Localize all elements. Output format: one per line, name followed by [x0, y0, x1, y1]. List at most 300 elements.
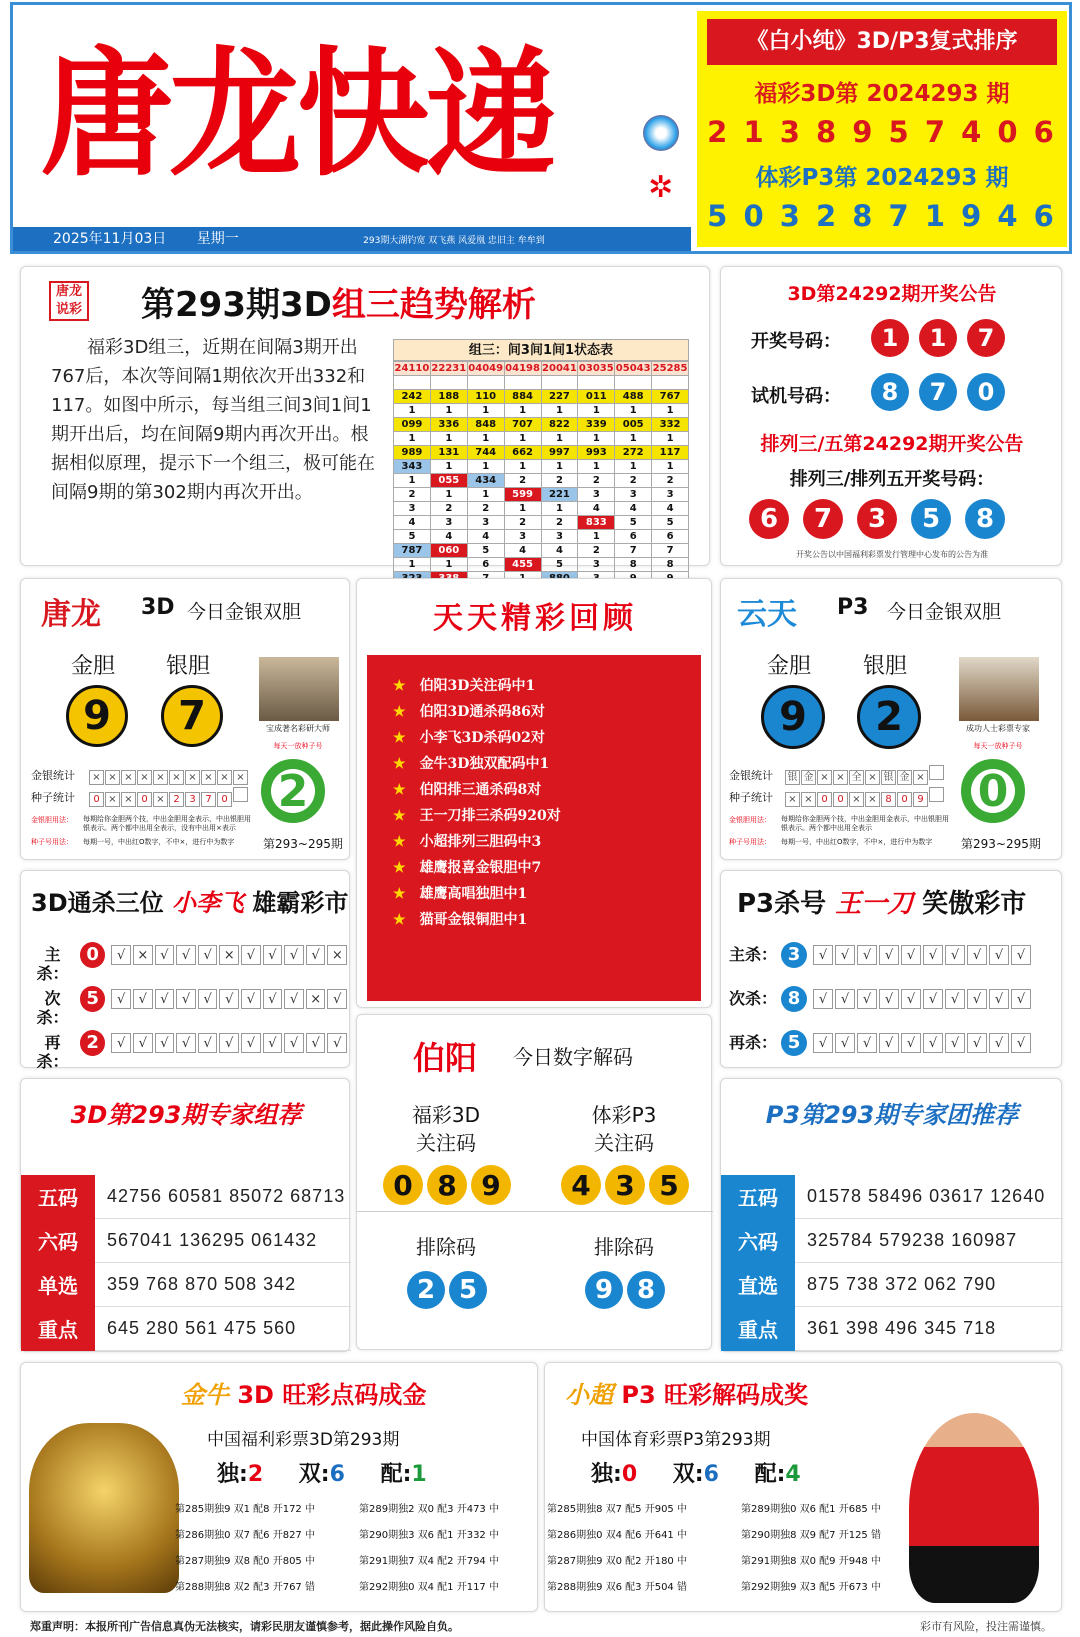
- kill3d-title: [31, 883, 348, 918]
- kill-mark: √: [835, 945, 855, 965]
- rec-value: 325784 579238 160987: [807, 1230, 1018, 1250]
- rec-row: [21, 1263, 351, 1307]
- tanglong-section: [20, 578, 350, 860]
- rec-p3-section: [720, 1078, 1062, 1352]
- yt-expert-photo: [959, 657, 1039, 721]
- killp3-title: [737, 883, 1026, 920]
- table-cell: 242: [394, 390, 431, 404]
- kill-mark: √: [945, 945, 965, 965]
- number-ball: 9: [471, 1165, 511, 1205]
- table-cell: 099: [394, 418, 431, 432]
- note1-label: 金银胆用法：: [31, 816, 73, 824]
- kill-mark: √: [857, 1033, 877, 1053]
- boyang-right-nums: [561, 1165, 689, 1205]
- kill-row: [29, 977, 349, 1027]
- rec-label: 重点: [21, 1307, 95, 1351]
- fc3d-title: 福彩3D第 2024293 期: [754, 81, 1010, 107]
- yt-note1-text: 每期给你金胆两个技，中出金胆用金表示，中出银胆用银表示。两个都中出用全表示: [781, 815, 949, 832]
- table-cell: 3: [578, 558, 615, 572]
- kill-row: [29, 1021, 349, 1071]
- rec-value: 567041 136295 061432: [107, 1230, 318, 1250]
- table-cell: 011: [578, 390, 615, 404]
- table-cell: [541, 376, 578, 390]
- kill-mark: √: [284, 989, 304, 1009]
- kill-mark: ×: [306, 989, 326, 1009]
- kill-mark: √: [989, 989, 1009, 1009]
- stat-cell: ×: [121, 770, 136, 785]
- table-cell: 997: [541, 446, 578, 460]
- yt-period: 第293~295期: [961, 837, 1041, 851]
- rec-value: 645 280 561 475 560: [107, 1318, 297, 1338]
- pei-value: 1: [411, 1462, 427, 1487]
- table-cell: 1: [430, 488, 467, 502]
- kill3d-title-b: 雄霸彩市: [252, 889, 349, 917]
- table-cell: 2: [541, 474, 578, 488]
- kill-mark: √: [967, 945, 987, 965]
- kill-mark: √: [813, 1033, 833, 1053]
- table-cell: 25285: [652, 363, 688, 374]
- yuntian-name: 云天: [737, 597, 797, 632]
- stat-cell: ×: [137, 770, 152, 785]
- table-cell: 1: [430, 432, 467, 446]
- kill-mark: √: [111, 1033, 131, 1053]
- lottery-section: [720, 266, 1062, 566]
- table-cell: 1: [615, 404, 652, 418]
- kill-mark: √: [176, 1033, 196, 1053]
- yt-note2-label: 种子号用法：: [729, 838, 771, 846]
- kill-mark: √: [176, 945, 196, 965]
- xiaochao-title-text: P3 旺彩解码成奖: [621, 1381, 809, 1409]
- review-item-text: 雄鹰高唱独胆中1: [419, 886, 528, 902]
- shuang-value: 6: [329, 1462, 345, 1487]
- promo-panel: [697, 11, 1067, 247]
- history-line: 第288期独8 双2 配3 开767 错: [175, 1582, 315, 1593]
- shuang-label: 双:: [298, 1462, 330, 1487]
- table-cell: 22231: [431, 363, 467, 374]
- table-cell: 5: [652, 516, 689, 530]
- stat-cell: 0: [137, 792, 152, 807]
- kill-mark: √: [284, 945, 304, 965]
- rec-row: [721, 1175, 1063, 1219]
- kill-mark: √: [1011, 1033, 1031, 1053]
- table-cell: 2: [394, 488, 431, 502]
- table-cell: 1: [430, 460, 467, 474]
- p-balls: [749, 499, 1005, 539]
- review-item-text: 小超排列三胆码中3: [419, 834, 542, 850]
- table-cell: 055: [430, 474, 467, 488]
- history-line: 第288期独9 双6 配3 开504 错: [547, 1582, 687, 1593]
- stat-cell: ×: [849, 792, 864, 807]
- table-cell: 188: [430, 390, 467, 404]
- star-icon: ★: [393, 886, 406, 902]
- table-cell: [394, 376, 431, 390]
- table-cell: 04198: [505, 363, 540, 374]
- table-cell: 1: [394, 404, 431, 418]
- review-section: [356, 578, 712, 1008]
- boyang-right-sub: 关注码: [594, 1131, 654, 1155]
- table-row: [394, 488, 689, 502]
- kill-label: 再杀：: [729, 1033, 778, 1052]
- review-item: [393, 777, 701, 803]
- xiaochao-section: [544, 1362, 1062, 1612]
- boyang-right-ex-label: 排除码: [594, 1235, 654, 1259]
- risk-note: 彩市有风险，投注需谨慎。: [920, 1620, 1052, 1633]
- number-ball: 8: [965, 499, 1005, 539]
- kill-number: 3: [781, 942, 807, 968]
- boyang-left-ex-label: 排除码: [416, 1235, 476, 1259]
- boyang-divider: [357, 1211, 713, 1212]
- rec-label: 单选: [21, 1263, 95, 1307]
- table-cell: 7: [615, 544, 652, 558]
- kill-mark: √: [857, 945, 877, 965]
- rec-label: 直选: [721, 1263, 795, 1307]
- kill-number: 0: [80, 942, 105, 968]
- table-row: [394, 516, 689, 530]
- yt-daily-label: 每天一放种子号: [973, 742, 1023, 750]
- stat-cell: ×: [89, 770, 104, 785]
- number-ball: 0: [383, 1165, 423, 1205]
- kill-mark: √: [923, 989, 943, 1009]
- killp3-signature: 王一刀: [835, 889, 914, 919]
- xc-du-label: 独:: [591, 1462, 622, 1487]
- silver-ball: 7: [161, 685, 223, 747]
- kill-number: 2: [80, 1030, 105, 1056]
- seal: 唐龙说彩: [49, 281, 89, 321]
- table-cell: 488: [615, 390, 652, 404]
- table-cell: 455: [504, 558, 541, 572]
- p3-title: 体彩P3第 2024293 期: [755, 165, 1009, 191]
- recp3-title: P3第293期专家团推荐: [765, 1101, 1019, 1129]
- history-line: 第289期独0 双6 配1 开685 中: [741, 1504, 881, 1515]
- table-cell: 227: [541, 390, 578, 404]
- stat-cell: [929, 765, 944, 780]
- kill-mark: ×: [327, 945, 347, 965]
- table-row: [394, 390, 689, 404]
- table-cell: 3: [615, 488, 652, 502]
- table-cell: 4: [430, 530, 467, 544]
- jinniu-history-right: [359, 1497, 499, 1601]
- trend-table: [393, 361, 689, 600]
- table-cell: 1: [541, 432, 578, 446]
- table-cell: 5: [394, 530, 431, 544]
- boyang-left-nums: [383, 1165, 511, 1205]
- stat-cell: 金: [897, 770, 912, 785]
- history-line: 第287期独9 双8 配0 开805 中: [175, 1556, 315, 1567]
- kill-mark: √: [835, 1033, 855, 1053]
- rec-label: 重点: [721, 1307, 795, 1351]
- superhero-image: [909, 1413, 1039, 1603]
- table-cell: 1: [615, 460, 652, 474]
- jinniu-sub: 中国福利彩票3D第293期: [207, 1430, 400, 1450]
- xiaochao-signature: 小超: [565, 1381, 613, 1409]
- xc-pei-value: 4: [785, 1462, 801, 1487]
- review-item-text: 金牛3D独双配码中1: [419, 756, 550, 772]
- note2-label: 种子号用法：: [31, 838, 73, 846]
- kill-mark: √: [813, 945, 833, 965]
- stat-cell: ×: [785, 792, 800, 807]
- yuntian-kind: P3: [837, 595, 869, 620]
- table-cell: 4: [615, 502, 652, 516]
- stat-cell: 0: [833, 792, 848, 807]
- kill-mark: √: [901, 945, 921, 965]
- lottery-note: 开奖公告以中国福利彩票发行管理中心发布的公告为准: [796, 550, 988, 559]
- table-cell: 8: [615, 558, 652, 572]
- review-item: [393, 829, 701, 855]
- table-cell: [615, 376, 652, 390]
- kill-mark: ×: [133, 945, 153, 965]
- kill-mark: √: [219, 1033, 239, 1053]
- review-item: [393, 803, 701, 829]
- killp3-title-a: P3杀号: [737, 889, 827, 919]
- kill-number: 5: [80, 986, 105, 1012]
- table-cell: 339: [578, 418, 615, 432]
- table-row: [394, 558, 689, 572]
- kill-number: 8: [781, 986, 807, 1012]
- star-icon: ★: [393, 730, 406, 746]
- review-list: [367, 655, 701, 1001]
- tanglong-name: 唐龙: [41, 597, 101, 632]
- number-ball: 3: [857, 499, 897, 539]
- kill-mark: √: [241, 989, 261, 1009]
- table-cell: 131: [430, 446, 467, 460]
- review-item-text: 伯阳3D通杀码86对: [419, 704, 545, 720]
- table-cell: [652, 376, 689, 390]
- number-ball: 7: [967, 319, 1005, 357]
- rec-row: [21, 1307, 351, 1351]
- kill-mark: √: [945, 1033, 965, 1053]
- kill-mark: √: [835, 989, 855, 1009]
- stat-cell: 7: [201, 792, 216, 807]
- kill-mark: √: [879, 989, 899, 1009]
- kill-mark: √: [263, 989, 283, 1009]
- stat-cell: 金: [801, 770, 816, 785]
- sports-lottery-icon: ✲: [648, 170, 674, 205]
- kill-mark: √: [879, 945, 899, 965]
- table-cell: 5: [467, 544, 504, 558]
- table-cell: 04049: [468, 363, 504, 374]
- du-value: 2: [247, 1462, 264, 1487]
- number-ball: 9: [585, 1271, 623, 1309]
- table-cell: [504, 376, 541, 390]
- star-icon: ★: [393, 912, 406, 928]
- boyang-left-exclude: [407, 1271, 487, 1309]
- table-row: [394, 446, 689, 460]
- silver-label: 银胆: [166, 654, 211, 679]
- number-ball: 2: [407, 1271, 445, 1309]
- table-cell: 005: [615, 418, 652, 432]
- kill-mark: √: [1011, 989, 1031, 1009]
- review-item-text: 王一刀排三杀码920对: [419, 808, 561, 824]
- weekday: 星期一: [196, 231, 239, 247]
- table-cell: 599: [504, 488, 541, 502]
- table-cell: 8: [652, 558, 689, 572]
- star-icon: ★: [393, 704, 406, 720]
- lottery-3d-icon: [643, 115, 679, 151]
- stat-cell: 0: [89, 792, 104, 807]
- history-line: 第287期独9 双0 配2 开180 中: [547, 1556, 687, 1567]
- trend-title-b: 组三趋势解析: [331, 285, 536, 325]
- date: 2025年11月03日: [53, 231, 167, 247]
- photo-caption: 宝成著名彩研大师: [266, 724, 330, 733]
- lottery-3d-title: 3D第24292期开奖公告: [787, 283, 997, 305]
- history-line: 第285期独9 双1 配8 开172 中: [175, 1504, 315, 1515]
- jinniu-history-left: [175, 1497, 315, 1601]
- tanglong-sub: 今日金银双胆: [187, 601, 302, 623]
- history-line: 第286期独0 双4 配6 开641 中: [547, 1530, 687, 1541]
- table-cell: 787: [394, 544, 431, 558]
- kill-mark: √: [241, 945, 261, 965]
- table-row: [394, 362, 689, 376]
- table-cell: 6: [652, 530, 689, 544]
- stat-cell: 0: [817, 792, 832, 807]
- stat-cell: ×: [105, 792, 120, 807]
- yt-photo-caption: 成功人士彩票专家: [966, 724, 1030, 733]
- trend-table-title: 组三：间3间1间1状态表: [393, 339, 689, 361]
- review-item: [393, 881, 701, 907]
- review-item-text: 猫哥金银铜胆中1: [419, 912, 528, 928]
- table-cell: 7: [652, 544, 689, 558]
- kill-mark: √: [967, 1033, 987, 1053]
- kill-label: 主杀：: [729, 945, 778, 964]
- kill-mark: √: [198, 989, 218, 1009]
- history-line: 第285期独8 双7 配5 开905 中: [547, 1504, 687, 1515]
- rec-value: 361 398 496 345 718: [807, 1318, 997, 1338]
- trend-title: [141, 277, 536, 326]
- stat-cell: [233, 787, 248, 802]
- jinniu-signature: 金牛: [181, 1381, 229, 1409]
- stat-cell: ×: [185, 770, 200, 785]
- xc-shuang-label: 双:: [672, 1462, 704, 1487]
- boyang-section: [356, 1014, 712, 1350]
- kill-mark: √: [901, 989, 921, 1009]
- table-cell: 1: [504, 460, 541, 474]
- boyang-left-sub: 关注码: [416, 1131, 476, 1155]
- seed-ball: 2: [261, 759, 325, 823]
- star-icon: ★: [393, 756, 406, 772]
- table-cell: 434: [467, 474, 504, 488]
- number-ball: 4: [561, 1165, 601, 1205]
- kill-number: 5: [781, 1030, 807, 1056]
- boyang-right-title: 体彩P3: [591, 1103, 657, 1127]
- table-cell: 343: [394, 460, 431, 474]
- history-line: 第292期独0 双4 配1 开117 中: [359, 1582, 499, 1593]
- kill-mark: ×: [219, 945, 239, 965]
- history-line: 第290期独3 双6 配1 开332 中: [359, 1530, 499, 1541]
- table-cell: 110: [467, 390, 504, 404]
- number-ball: 5: [649, 1165, 689, 1205]
- win-balls: [871, 319, 1005, 357]
- yt-seed-stats: [785, 787, 945, 807]
- table-cell: 833: [578, 516, 615, 530]
- kill-mark: √: [263, 945, 283, 965]
- yt-gold-label: 金胆: [767, 654, 812, 679]
- yt-note1-label: 金银胆用法：: [729, 816, 771, 824]
- table-cell: 5: [541, 558, 578, 572]
- header: [10, 2, 1072, 254]
- stat-cell: ×: [233, 770, 248, 785]
- boyang-left-title: 福彩3D: [411, 1103, 481, 1127]
- kill-mark: √: [111, 945, 131, 965]
- row2-label: 种子统计: [31, 791, 75, 804]
- rec-row: [721, 1307, 1063, 1351]
- table-cell: 822: [541, 418, 578, 432]
- date-bar: [13, 227, 691, 251]
- table-cell: 3: [504, 530, 541, 544]
- table-cell: 1: [541, 502, 578, 516]
- history-line: 第289期独2 双0 配3 开473 中: [359, 1504, 499, 1515]
- boyang-sub: 今日数字解码: [513, 1045, 633, 1069]
- kill-3d-section: [20, 870, 350, 1071]
- table-cell: 1: [652, 404, 689, 418]
- xiaochao-history-right: [741, 1497, 881, 1601]
- kill-mark: √: [967, 989, 987, 1009]
- history-line: 第291期独8 双0 配9 开948 中: [741, 1556, 881, 1567]
- table-cell: 707: [504, 418, 541, 432]
- table-cell: 4: [467, 530, 504, 544]
- jinniu-title: [181, 1375, 426, 1410]
- tanglong-kind: 3D: [141, 595, 175, 620]
- xc-du-value: 0: [621, 1462, 638, 1487]
- stat-cell: 银: [881, 770, 896, 785]
- number-ball: 5: [449, 1271, 487, 1309]
- rec-label: 六码: [21, 1219, 95, 1263]
- p3-digits: 5 0 3 2 8 7 1 9 4 6: [707, 199, 1057, 233]
- table-cell: 1: [430, 404, 467, 418]
- stat-cell: 8: [881, 792, 896, 807]
- table-cell: 1: [394, 432, 431, 446]
- table-cell: 3: [394, 502, 431, 516]
- review-item: [393, 699, 701, 725]
- kill-mark: √: [155, 1033, 175, 1053]
- rec-row: [21, 1219, 351, 1263]
- table-cell: 1: [394, 474, 431, 488]
- star-icon: ★: [393, 834, 406, 850]
- trend-section: [20, 266, 710, 570]
- table-cell: 744: [467, 446, 504, 460]
- table-cell: 2: [541, 516, 578, 530]
- recp3-rows: [721, 1175, 1063, 1351]
- du-label: 独:: [217, 1462, 248, 1487]
- yt-note2-text: 每期一号，中出红O数字，不中×，进行中为数字: [781, 838, 933, 846]
- period: 第293~295期: [263, 837, 343, 851]
- xiaochao-picks: [591, 1457, 801, 1488]
- stat-cell: ×: [153, 792, 168, 807]
- kill-mark: √: [879, 1033, 899, 1053]
- table-cell: 1: [578, 404, 615, 418]
- rec-3d-section: [20, 1078, 350, 1352]
- history-line: 第286期独0 双7 配6 开827 中: [175, 1530, 315, 1541]
- kill-mark: √: [923, 945, 943, 965]
- table-cell: 4: [541, 544, 578, 558]
- table-cell: 4: [652, 502, 689, 516]
- table-cell: [578, 376, 615, 390]
- stat-cell: ×: [201, 770, 216, 785]
- stat-cell: 0: [897, 792, 912, 807]
- p-label: 排列三/排列五开奖号码：: [789, 469, 995, 490]
- stat-cell: 0: [217, 792, 232, 807]
- table-cell: 2: [430, 502, 467, 516]
- rec-value: 359 768 870 508 342: [107, 1274, 297, 1294]
- number-ball: 8: [871, 373, 909, 411]
- review-item: [393, 725, 701, 751]
- table-cell: 1: [615, 432, 652, 446]
- stat-cell: [929, 787, 944, 802]
- table-cell: 989: [394, 446, 431, 460]
- review-item: [393, 673, 701, 699]
- kill-mark: √: [198, 1033, 218, 1053]
- star-icon: ★: [393, 860, 406, 876]
- yt-gold-ball: 9: [761, 685, 825, 749]
